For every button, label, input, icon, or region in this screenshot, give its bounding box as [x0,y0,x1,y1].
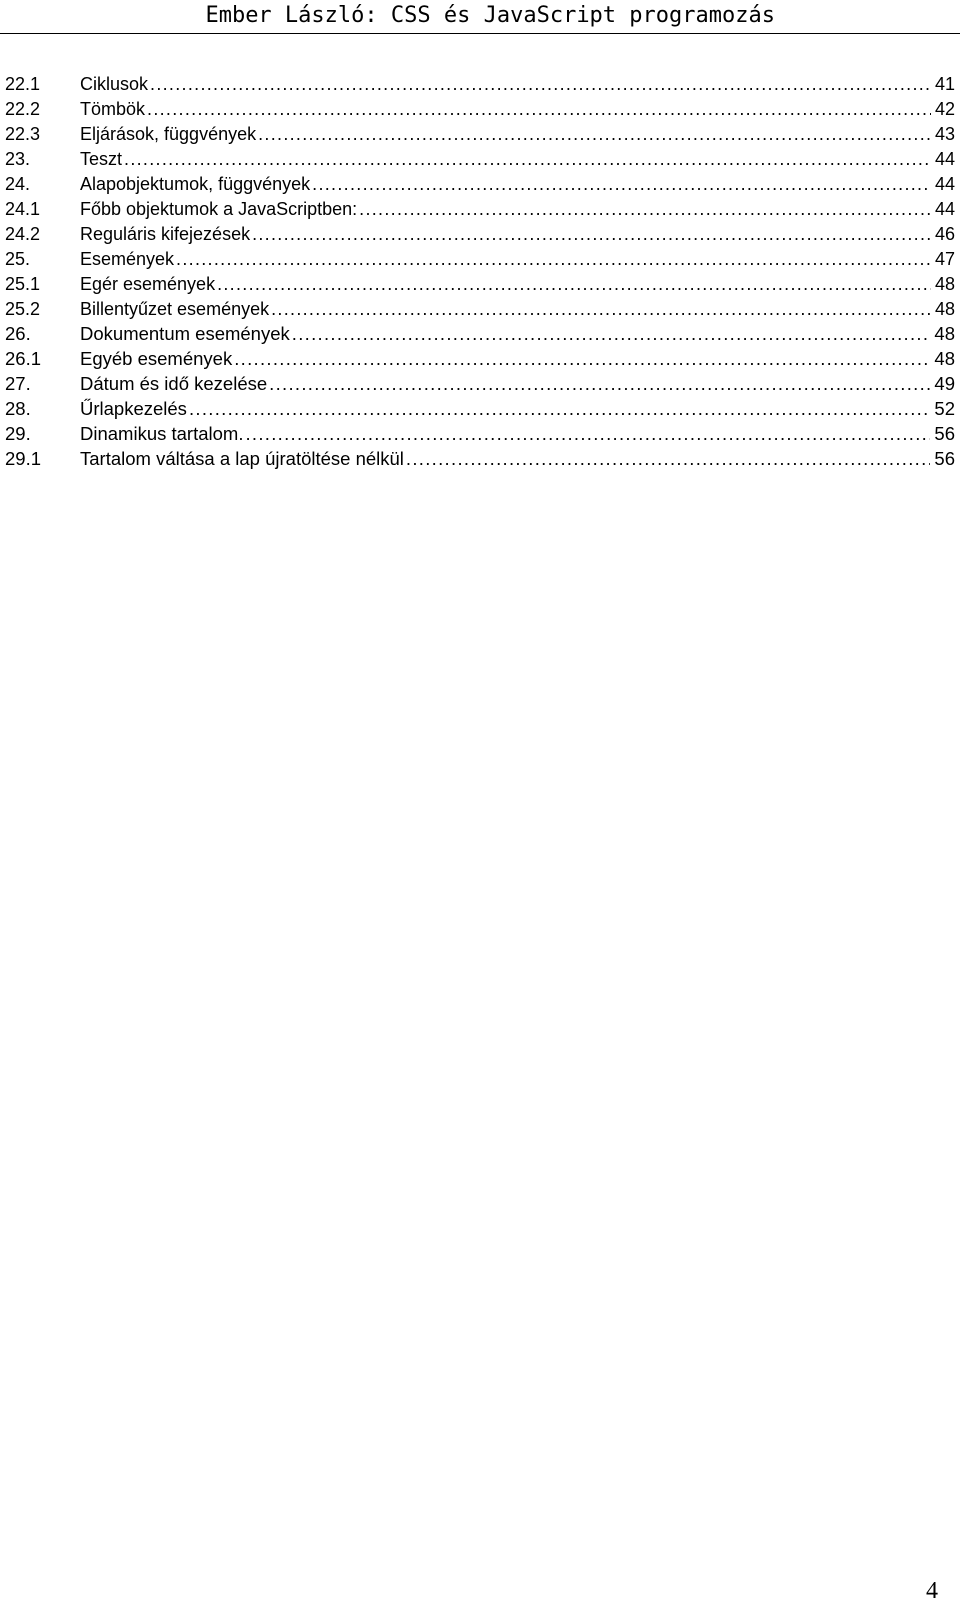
dot-leader [359,197,931,221]
dot-leader [189,397,930,421]
toc-entry-page: 48 [934,323,955,344]
toc-entry-number: 26.1 [5,348,42,369]
toc-entry-page: 52 [934,398,955,419]
toc-entry-title: Billentyűzet események [80,299,270,319]
dot-leader [245,422,930,446]
dot-leader [292,322,931,346]
toc-entry-number: 22.1 [5,74,41,94]
dot-leader [176,247,931,271]
toc-entry-page: 43 [934,124,955,144]
toc-entry-title: Főbb objektumok a JavaScriptben: [80,199,358,219]
toc-entry[interactable] [5,222,955,247]
toc-entry-number: 29.1 [5,448,42,469]
toc-entry-page: 56 [934,448,955,469]
toc-entry-number: 22.3 [5,124,41,144]
toc-entry-title: Egér események [80,274,216,294]
toc-entry[interactable] [5,72,955,97]
dot-leader [258,122,931,146]
toc-entry-page: 48 [934,299,955,319]
toc-entry-page: 49 [934,373,955,394]
toc-entry-title: Események [80,249,175,269]
toc-entry-title: Alapobjektumok, függvények [80,174,311,194]
toc-entry-number: 25. [5,249,31,269]
dot-leader [217,272,931,296]
toc-entry[interactable] [5,122,955,147]
toc-entry-title: Reguláris kifejezések [80,224,251,244]
table-of-contents [5,72,955,472]
toc-entry[interactable] [5,322,955,347]
toc-entry-page: 48 [934,348,955,369]
toc-entry-page: 42 [934,99,955,119]
toc-entry-title: Teszt [80,149,123,169]
toc-entry-number: 28. [5,398,31,419]
toc-entry[interactable] [5,147,955,172]
toc-entry-number: 29. [5,423,31,444]
dot-leader [312,172,931,196]
toc-entry-page: 44 [934,199,955,219]
toc-entry-title: Tartalom váltása a lap újratöltése nélkül [80,448,404,469]
toc-entry[interactable] [5,372,955,397]
toc-entry[interactable] [5,97,955,122]
toc-entry-number: 24.1 [5,199,41,219]
running-header [0,0,960,34]
dot-leader [147,97,931,121]
toc-entry[interactable] [5,197,955,222]
toc-entry-page: 44 [934,149,955,169]
toc-entry-title: Dátum és idő kezelése [80,373,268,394]
toc-entry-number: 22.2 [5,99,41,119]
toc-entry-title: Ciklusok [80,74,149,94]
toc-entry[interactable] [5,422,955,447]
toc-entry-number: 24.2 [5,224,41,244]
toc-entry[interactable] [5,447,955,472]
toc-entry[interactable] [5,247,955,272]
dot-leader [269,372,930,396]
toc-entry-title: Dokumentum események [80,323,290,344]
toc-entry[interactable] [5,172,955,197]
toc-entry-title: Egyéb események [80,348,233,369]
page-number: 4 [926,1578,938,1604]
toc-entry-page: 48 [934,274,955,294]
dot-leader [234,347,930,371]
toc-entry-page: 44 [934,174,955,194]
toc-entry[interactable] [5,347,955,372]
dot-leader [150,72,931,96]
dot-leader [271,297,931,321]
toc-entry-number: 25.1 [5,274,41,294]
dot-leader [252,222,931,246]
toc-entry-number: 24. [5,174,31,194]
document-title: Ember László: CSS és JavaScript programozás [205,3,775,28]
toc-entry-page: 47 [934,249,955,269]
toc-entry-title: Űrlapkezelés [80,398,187,419]
toc-entry-number: 25.2 [5,299,41,319]
toc-entry-page: 41 [934,74,955,94]
toc-entry-title: Dinamikus tartalom. [80,423,244,444]
toc-entry-title: Eljárások, függvények [80,124,257,144]
dot-leader [124,147,931,171]
toc-entry[interactable] [5,397,955,422]
toc-entry-page: 46 [934,224,955,244]
dot-leader [406,447,931,471]
toc-entry-title: Tömbök [80,99,146,119]
toc-entry-page: 56 [934,423,955,444]
toc-entry-number: 23. [5,149,31,169]
toc-entry-number: 26. [5,323,31,344]
toc-entry-number: 27. [5,373,31,394]
toc-entry[interactable] [5,272,955,297]
toc-entry[interactable] [5,297,955,322]
